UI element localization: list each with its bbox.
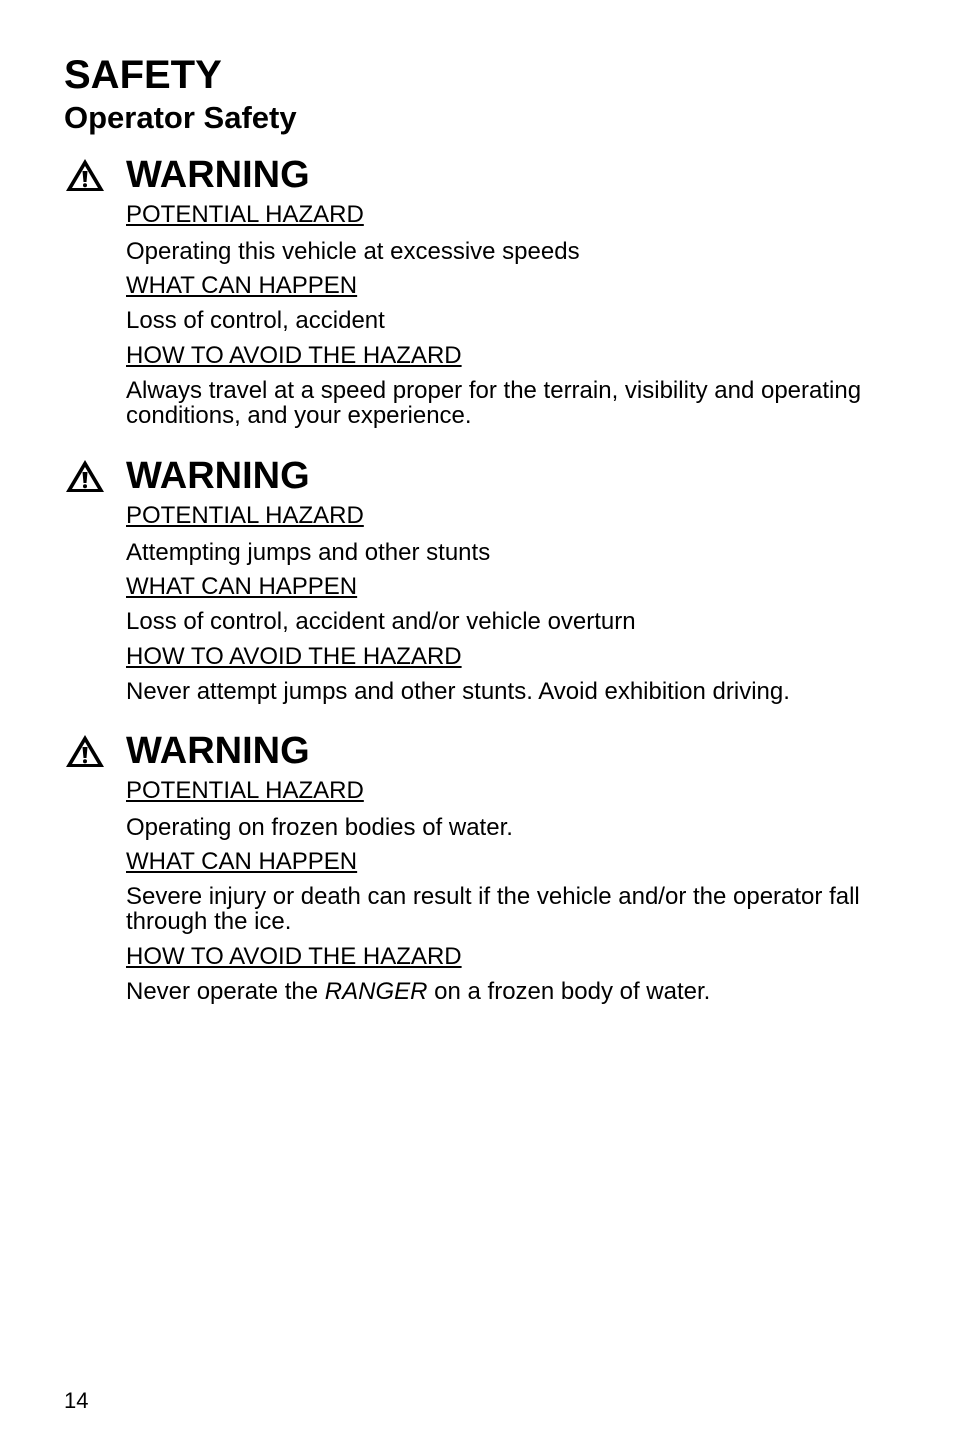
warning-triangle-icon bbox=[64, 157, 106, 193]
warning-title: WARNING bbox=[126, 455, 310, 497]
warning-header bbox=[64, 729, 894, 773]
potential-hazard-label: POTENTIAL HAZARD bbox=[126, 201, 364, 228]
happen-text: Loss of control, accident bbox=[126, 307, 385, 334]
how-to-avoid-label: HOW TO AVOID THE HAZARD bbox=[126, 342, 462, 369]
avoid-text-end: on a frozen body of water. bbox=[427, 978, 711, 1005]
page-title: SAFETY bbox=[64, 53, 222, 97]
warning-block-3 bbox=[64, 729, 894, 1004]
warning-title: WARNING bbox=[126, 154, 310, 196]
how-to-avoid-label: HOW TO AVOID THE HAZARD bbox=[126, 943, 462, 970]
warning-header bbox=[64, 153, 894, 197]
warning-block-2 bbox=[64, 454, 894, 704]
what-can-happen-label: WHAT CAN HAPPEN bbox=[126, 272, 358, 299]
hazard-text: Attempting jumps and other stunts bbox=[126, 539, 491, 566]
warning-triangle-icon bbox=[64, 733, 106, 769]
warning-triangle-icon bbox=[64, 458, 106, 494]
what-can-happen-label: WHAT CAN HAPPEN bbox=[126, 848, 358, 875]
potential-hazard-label: POTENTIAL HAZARD bbox=[126, 777, 364, 804]
avoid-text-start: Never operate the bbox=[126, 978, 325, 1005]
product-name: RANGER bbox=[324, 978, 428, 1005]
avoid-text: Never attempt jumps and other stunts. Avoid exhibition driving. bbox=[126, 678, 790, 705]
avoid-text bbox=[126, 979, 894, 1004]
warning-title: WARNING bbox=[126, 730, 310, 772]
how-to-avoid-label: HOW TO AVOID THE HAZARD bbox=[126, 643, 462, 670]
hazard-text: Operating this vehicle at excessive speeds bbox=[126, 238, 580, 265]
avoid-text: Always travel at a speed proper for the terrain, visibility and operating conditions, and your experience. bbox=[126, 377, 862, 429]
potential-hazard-label: POTENTIAL HAZARD bbox=[126, 502, 364, 529]
warning-header bbox=[64, 454, 894, 498]
what-can-happen-label: WHAT CAN HAPPEN bbox=[126, 573, 358, 600]
page-number: 14 bbox=[64, 1388, 89, 1413]
happen-text: Severe injury or death can result if the vehicle and/or the operator fall through the ice. bbox=[126, 883, 860, 935]
section-subtitle: Operator Safety bbox=[64, 100, 297, 135]
warning-block-1 bbox=[64, 153, 894, 428]
hazard-text: Operating on frozen bodies of water. bbox=[126, 814, 513, 841]
happen-text: Loss of control, accident and/or vehicle overturn bbox=[126, 608, 636, 635]
